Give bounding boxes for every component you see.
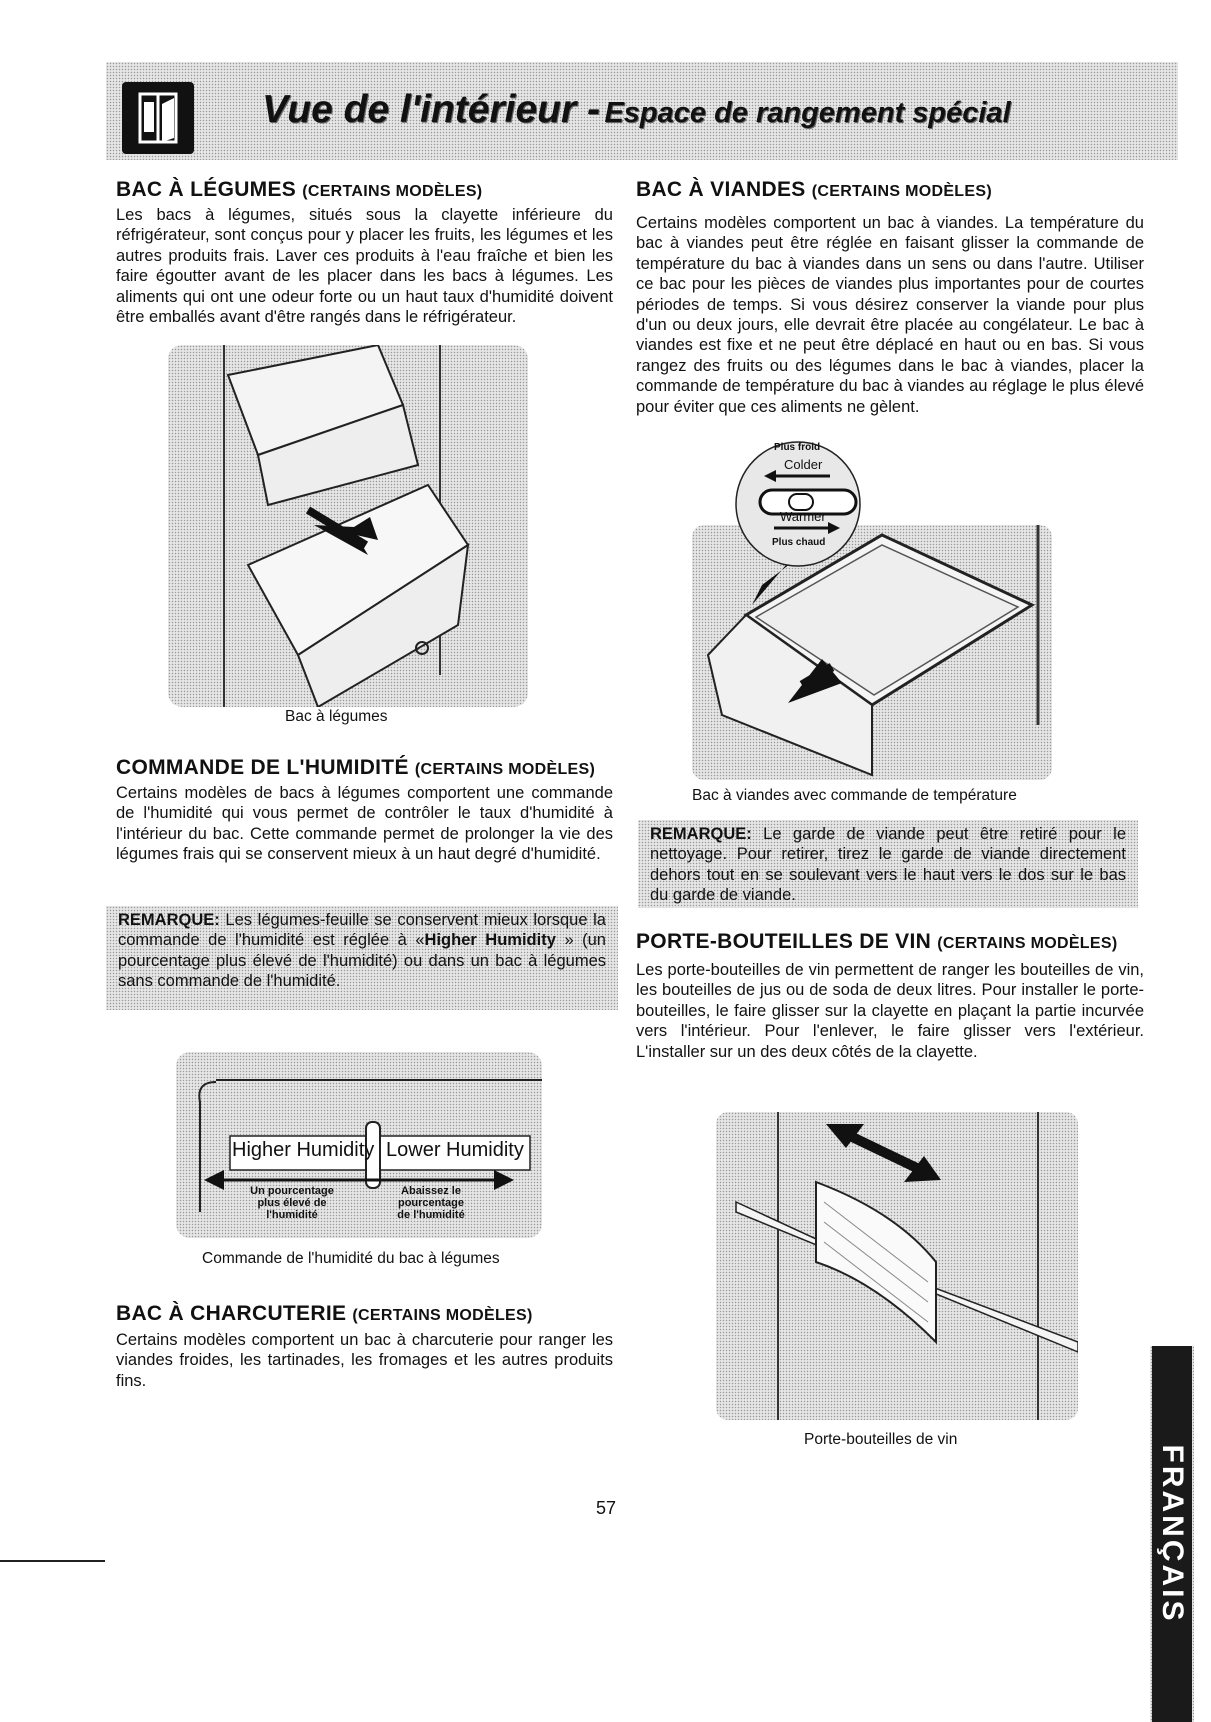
- heading-text: PORTE-BOUTEILLES DE VIN: [636, 930, 932, 953]
- note-text: Les légumes-feuille se conservent mieux lorsque la commande de l'humidité est réglée à «: [118, 911, 606, 950]
- wine-rack-image: [716, 1112, 1078, 1420]
- fr-higher-label: [242, 1185, 342, 1221]
- heading-tag: (CERTAINS MODÈLES): [937, 935, 1118, 952]
- heading-text: BAC À VIANDES: [636, 178, 806, 201]
- heading-bac-charcuterie: [116, 1302, 533, 1326]
- heading-text: COMMANDE DE L'HUMIDITÉ: [116, 756, 409, 779]
- caption-commande-humidite: Commande de l'humidité du bac à légumes: [202, 1250, 500, 1267]
- paragraph-bac-legumes: Les bacs à légumes, situés sous la clayette inférieure du réfrigérateur, sont conçus pour y placer les fruits, les légumes et les autres produits frais. Laver ces produits à l'eau fraîche et bien les faire égoutter avant de les placer dans les bacs à légumes. Les aliments qui ont une odeur forte ou un haut taux d'humidité doivent être emballés avant d'être rangés dans le réfrigérateur.: [116, 206, 613, 327]
- higher-humidity-label: Higher Humidity: [232, 1139, 375, 1161]
- dial-colder: Colder: [784, 457, 823, 472]
- side-tab-label: FRANÇAIS: [1156, 1444, 1189, 1624]
- note-humidite: [106, 906, 618, 1010]
- fr-higher-line-3: l'humidité: [266, 1209, 318, 1221]
- lower-humidity-label: Lower Humidity: [386, 1139, 524, 1161]
- heading-text: BAC À LÉGUMES: [116, 178, 297, 201]
- caption-bac-viandes: Bac à viandes avec commande de température: [692, 787, 1017, 804]
- fr-higher-line-1: Un pourcentage: [250, 1185, 334, 1197]
- note-text: Le garde de viande peut être retiré pour le nettoyage. Pour retirer, tirez le garde de viande directement dehors tout en se soulevant vers le haut vers le dos sur le bas du garde de viande.: [650, 825, 1126, 905]
- note-label: REMARQUE:: [118, 911, 220, 929]
- note-viandes: [638, 820, 1138, 908]
- page-number: 57: [596, 1498, 617, 1518]
- humidity-control-image: [176, 1052, 542, 1238]
- fr-higher-line-2: plus élevé de: [257, 1197, 327, 1209]
- heading-bac-viandes: [636, 178, 992, 202]
- heading-bac-legumes: [116, 178, 482, 202]
- temperature-dial: [734, 440, 862, 568]
- note-label: REMARQUE:: [650, 825, 752, 843]
- heading-commande-humidite: [116, 756, 595, 780]
- refrigerator-icon: [122, 82, 194, 154]
- paragraph-bac-viandes: Certains modèles comportent un bac à viandes. La température du bac à viandes peut être réglée en faisant glisser la commande de température du bac à viandes dans un sens ou dans l'autre. Utiliser ce bac pour les pièces de viandes plus importantes pour de courtes périodes de temps. Si vous désirez conserver la viande pour plus d'un ou deux jours, elle devrait être placée au congélateur. Le bac à viandes est fixe et ne peut être déplacé en haut ou en bas. Si vous rangez des fruits ou des légumes dans le bac à viandes, placer la commande de température du bac à viandes au réglage le plus élevé pour éviter que ces aliments ne gèlent.: [636, 214, 1144, 416]
- title-sub: Espace de rangement spécial: [604, 97, 1011, 129]
- note-bold: Higher Humidity: [424, 931, 556, 950]
- footer-rule: [0, 1560, 105, 1562]
- caption-porte-bouteilles: Porte-bouteilles de vin: [804, 1431, 958, 1448]
- paragraph-porte-bouteilles: Les porte-bouteilles de vin permettent de ranger les bouteilles de vin, les bouteilles de jus ou de soda de deux litres. Pour installer le porte-bouteilles, le faire glisser sur la clayette en plaçant la partie incurvée vers l'intérieur. Pour l'enlever, le faire glisser vers l'extérieur. L'installer sur un des deux côtés de la clayette.: [636, 961, 1144, 1061]
- title-main: Vue de l'intérieur -: [262, 88, 600, 131]
- dial-fr-cold: Plus froid: [774, 442, 821, 453]
- crisper-drawer-image: [168, 345, 528, 707]
- heading-text: BAC À CHARCUTERIE: [116, 1302, 347, 1325]
- heading-tag: (CERTAINS MODÈLES): [352, 1307, 533, 1324]
- fr-lower-line-1: Abaissez le: [401, 1185, 461, 1197]
- heading-tag: (CERTAINS MODÈLES): [811, 183, 992, 200]
- heading-porte-bouteilles: [636, 930, 1117, 954]
- fr-lower-line-3: de l'humidité: [397, 1209, 465, 1221]
- note-text-b: » (un pourcentage plus élevé de l'humidité) ou dans un bac à légumes sans commande de l'humidité.: [118, 931, 606, 991]
- fr-lower-label: [386, 1185, 476, 1221]
- side-tab-wrapper: [1112, 1346, 1152, 1722]
- paragraph-bac-charcuterie: Certains modèles comportent un bac à charcuterie pour ranger les viandes froides, les tartinades, les fromages et les autres produits fins.: [116, 1331, 613, 1390]
- heading-tag: (CERTAINS MODÈLES): [414, 761, 596, 778]
- caption-bac-legumes: Bac à légumes: [285, 708, 388, 725]
- fr-lower-line-2: pourcentage: [397, 1197, 464, 1209]
- paragraph-commande-humidite: Certains modèles de bacs à légumes comportent une commande de l'humidité qui vous permet de contrôler le taux d'humidité à l'intérieur du bac. Cette commande permet de prolonger la vie des légumes frais qui se conservent mieux à un haut degré d'humidité.: [116, 784, 613, 864]
- dial-warmer: Warmer: [780, 509, 826, 524]
- dial-fr-warm: Plus chaud: [772, 537, 826, 548]
- heading-tag: (CERTAINS MODÈLES): [302, 183, 483, 200]
- page-title: [262, 88, 1011, 132]
- side-tab-clip: [1152, 1346, 1192, 1722]
